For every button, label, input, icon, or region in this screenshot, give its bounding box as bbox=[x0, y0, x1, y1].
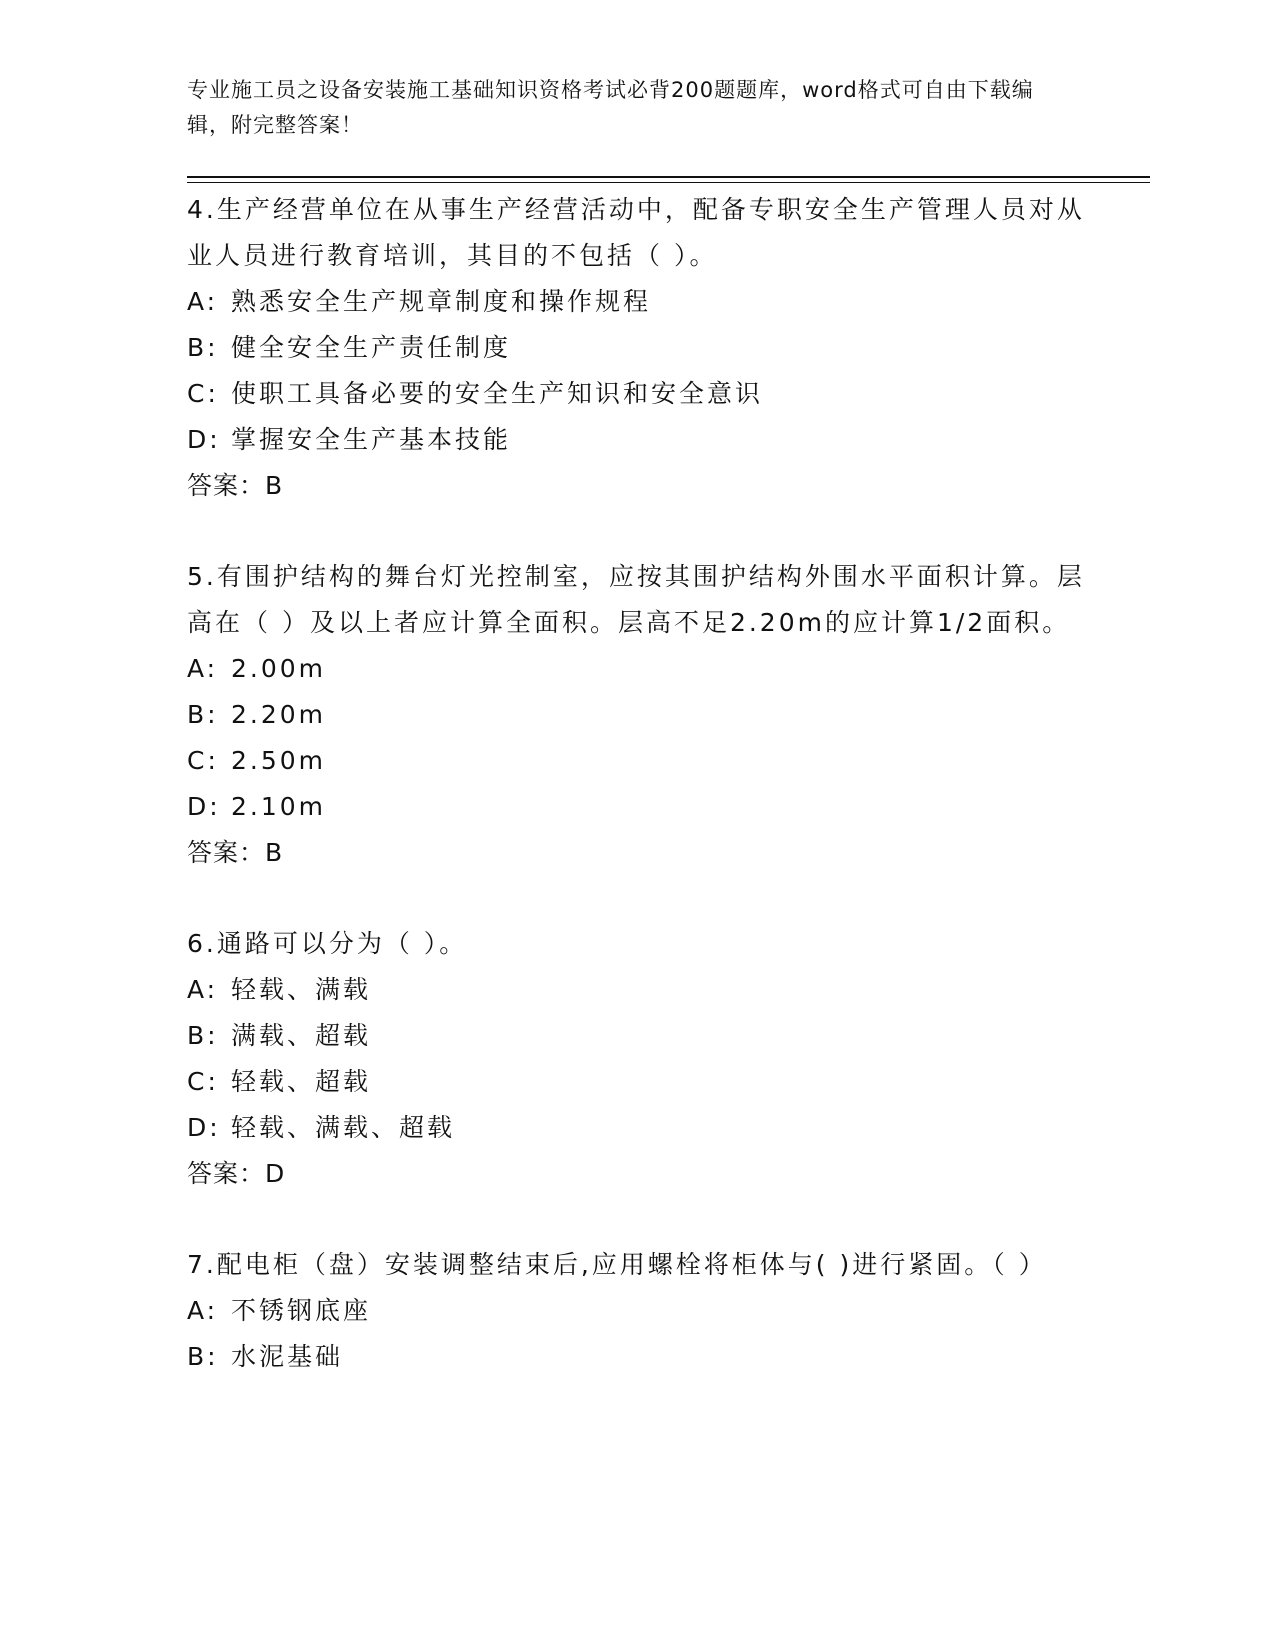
option-text: 健全安全生产责任制度 bbox=[231, 333, 512, 362]
option-key: A: bbox=[187, 287, 219, 316]
question-text: 5.有围护结构的舞台灯光控制室，应按其围护结构外围水平面积计算。层高在（ ）及以上者应计算全面积。层高不足2.20m的应计算1/2面积。 bbox=[187, 562, 1085, 637]
option-key: B: bbox=[187, 700, 219, 729]
question-text: 7.配电柜（盘）安装调整结束后,应用螺栓将柜体与( )进行紧固。（ ） bbox=[187, 1250, 1047, 1279]
option-d bbox=[187, 1105, 1087, 1151]
question-4 bbox=[187, 187, 1087, 509]
option-text: 水泥基础 bbox=[231, 1342, 344, 1371]
option-a bbox=[187, 646, 1087, 692]
option-key: B: bbox=[187, 1342, 219, 1371]
option-text: 使职工具备必要的安全生产知识和安全意识 bbox=[231, 379, 764, 408]
option-key: D: bbox=[187, 1113, 221, 1142]
option-key: C: bbox=[187, 379, 219, 408]
option-text: 轻载、满载 bbox=[231, 975, 372, 1004]
option-text: 2.50m bbox=[231, 746, 327, 775]
option-key: D: bbox=[187, 792, 221, 821]
option-text: 轻载、超载 bbox=[231, 1067, 372, 1096]
document-header: 专业施工员之设备安装施工基础知识资格考试必背200题题库，word格式可自由下载编辑，附完整答案！ bbox=[187, 78, 1034, 137]
answer-line: 答案：B bbox=[187, 471, 284, 500]
option-key: A: bbox=[187, 1296, 219, 1325]
option-text: 掌握安全生产基本技能 bbox=[231, 425, 512, 454]
question-5 bbox=[187, 554, 1087, 876]
option-c bbox=[187, 371, 1087, 417]
option-a bbox=[187, 279, 1087, 325]
answer-line: 答案：D bbox=[187, 1159, 286, 1188]
option-b bbox=[187, 325, 1087, 371]
option-c bbox=[187, 1059, 1087, 1105]
option-key: C: bbox=[187, 1067, 219, 1096]
option-key: B: bbox=[187, 1021, 219, 1050]
option-text: 2.10m bbox=[231, 792, 327, 821]
option-d bbox=[187, 784, 1087, 830]
option-b bbox=[187, 692, 1087, 738]
option-key: B: bbox=[187, 333, 219, 362]
option-d bbox=[187, 417, 1087, 463]
option-text: 2.00m bbox=[231, 654, 327, 683]
option-text: 熟悉安全生产规章制度和操作规程 bbox=[231, 287, 652, 316]
question-7 bbox=[187, 1242, 1087, 1380]
option-key: A: bbox=[187, 975, 219, 1004]
option-text: 满载、超载 bbox=[231, 1021, 372, 1050]
option-key: C: bbox=[187, 746, 219, 775]
option-text: 轻载、满载、超载 bbox=[231, 1113, 456, 1142]
answer-line: 答案：B bbox=[187, 838, 284, 867]
option-c bbox=[187, 738, 1087, 784]
question-list bbox=[187, 187, 1087, 1425]
option-key: D: bbox=[187, 425, 221, 454]
option-a bbox=[187, 1288, 1087, 1334]
question-text: 6.通路可以分为（ ）。 bbox=[187, 929, 468, 958]
header-divider-thick bbox=[187, 176, 1150, 178]
question-6 bbox=[187, 921, 1087, 1197]
option-a bbox=[187, 967, 1087, 1013]
question-text: 4.生产经营单位在从事生产经营活动中，配备专职安全生产管理人员对从业人员进行教育培训，其目的不包括（ ）。 bbox=[187, 195, 1085, 270]
option-text: 2.20m bbox=[231, 700, 327, 729]
option-key: A: bbox=[187, 654, 219, 683]
option-b bbox=[187, 1334, 1087, 1380]
header-divider-thin bbox=[187, 182, 1150, 183]
option-text: 不锈钢底座 bbox=[231, 1296, 372, 1325]
option-b bbox=[187, 1013, 1087, 1059]
